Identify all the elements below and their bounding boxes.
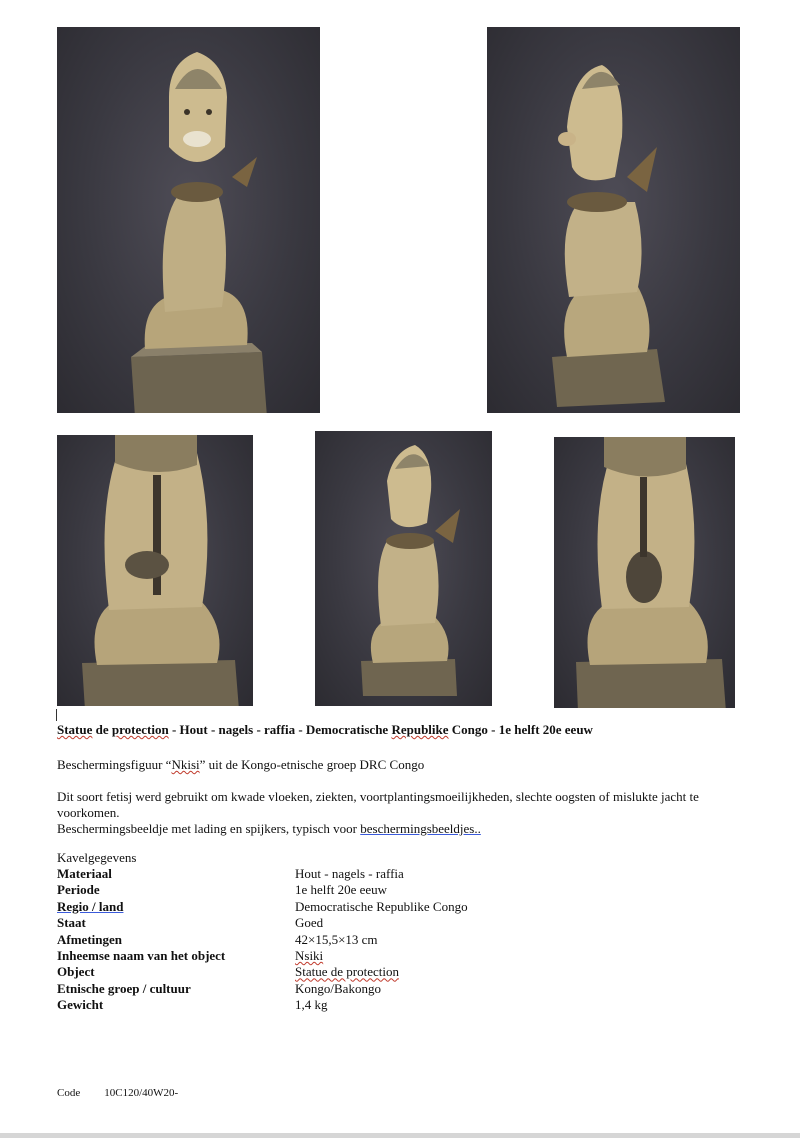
subtitle bbox=[57, 757, 424, 773]
document-title bbox=[57, 722, 777, 738]
footer-code bbox=[57, 1087, 178, 1099]
table-row bbox=[57, 948, 468, 964]
table-row bbox=[57, 899, 468, 915]
description-text: Beschermingsbeeldje met lading en spijkers, typisch voor bbox=[57, 821, 361, 836]
row-key: Inheemse naam van het object bbox=[57, 948, 226, 964]
row-value: Democratische Republike Congo bbox=[295, 898, 468, 914]
subtitle-text: ” uit de Kongo-etnische groep DRC Congo bbox=[199, 757, 425, 772]
description-line: Dit soort fetisj werd gebruikt om kwade vloeken, ziekten, voortplantingsmoeilijkheden, slechte oogsten of mislukte jacht te bbox=[57, 789, 699, 804]
row-key: Staat bbox=[57, 915, 86, 931]
page-bottom-edge bbox=[0, 1133, 800, 1138]
photo-front bbox=[57, 27, 320, 413]
row-key: Etnische groep / cultuur bbox=[57, 980, 191, 996]
row-value: Goed bbox=[295, 915, 324, 931]
row-value: Statue de protection bbox=[295, 964, 399, 980]
row-value: Kongo/Bakongo bbox=[295, 980, 381, 996]
code-value: 10C120/40W20- bbox=[104, 1087, 179, 1099]
row-key: Gewicht bbox=[57, 997, 104, 1013]
row-value: Hout - nagels - raffia bbox=[295, 866, 404, 881]
row-value: 1,4 kg bbox=[295, 997, 328, 1013]
table-row bbox=[57, 866, 468, 882]
description bbox=[57, 789, 757, 837]
row-value: 42×15,5×13 cm bbox=[295, 931, 378, 947]
table-row bbox=[57, 882, 468, 898]
row-value: Nsiki bbox=[295, 948, 324, 964]
subtitle-text: Beschermingsfiguur “ bbox=[57, 757, 172, 772]
table-row bbox=[57, 964, 468, 980]
title-word-republike: Republike bbox=[391, 722, 449, 737]
row-key: Afmetingen bbox=[57, 931, 122, 947]
photo-torso-right bbox=[554, 437, 735, 708]
table-row bbox=[57, 997, 468, 1013]
photo-side bbox=[487, 27, 740, 413]
title-text: de bbox=[92, 722, 112, 737]
lot-heading: Kavelgegevens bbox=[57, 850, 137, 865]
photo-torso-left bbox=[57, 435, 253, 706]
table-row bbox=[57, 981, 468, 997]
table-row bbox=[57, 915, 468, 931]
row-value: 1e helft 20e eeuw bbox=[295, 882, 388, 898]
title-text: - Hout - nagels - raffia - Democratische bbox=[168, 722, 392, 737]
lot-details-table bbox=[57, 866, 468, 1014]
photo-three-quarter bbox=[315, 431, 492, 706]
description-line bbox=[57, 821, 757, 837]
row-key: Periode bbox=[57, 882, 100, 898]
subtitle-word-nkisi: Nkisi bbox=[171, 757, 200, 772]
row-key: Materiaal bbox=[57, 866, 112, 881]
code-label: Code bbox=[57, 1087, 81, 1099]
row-key: Regio / land bbox=[57, 898, 124, 914]
row-key: Object bbox=[57, 964, 95, 980]
title-text: Congo - 1e helft 20e eeuw bbox=[448, 722, 593, 737]
table-row bbox=[57, 932, 468, 948]
text-cursor bbox=[56, 709, 57, 721]
title-word-protection: protection bbox=[111, 722, 169, 737]
description-underlined-word: beschermingsbeeldjes.. bbox=[360, 821, 481, 836]
description-line: voorkomen. bbox=[57, 805, 120, 820]
title-word-statue: Statue bbox=[57, 722, 93, 737]
